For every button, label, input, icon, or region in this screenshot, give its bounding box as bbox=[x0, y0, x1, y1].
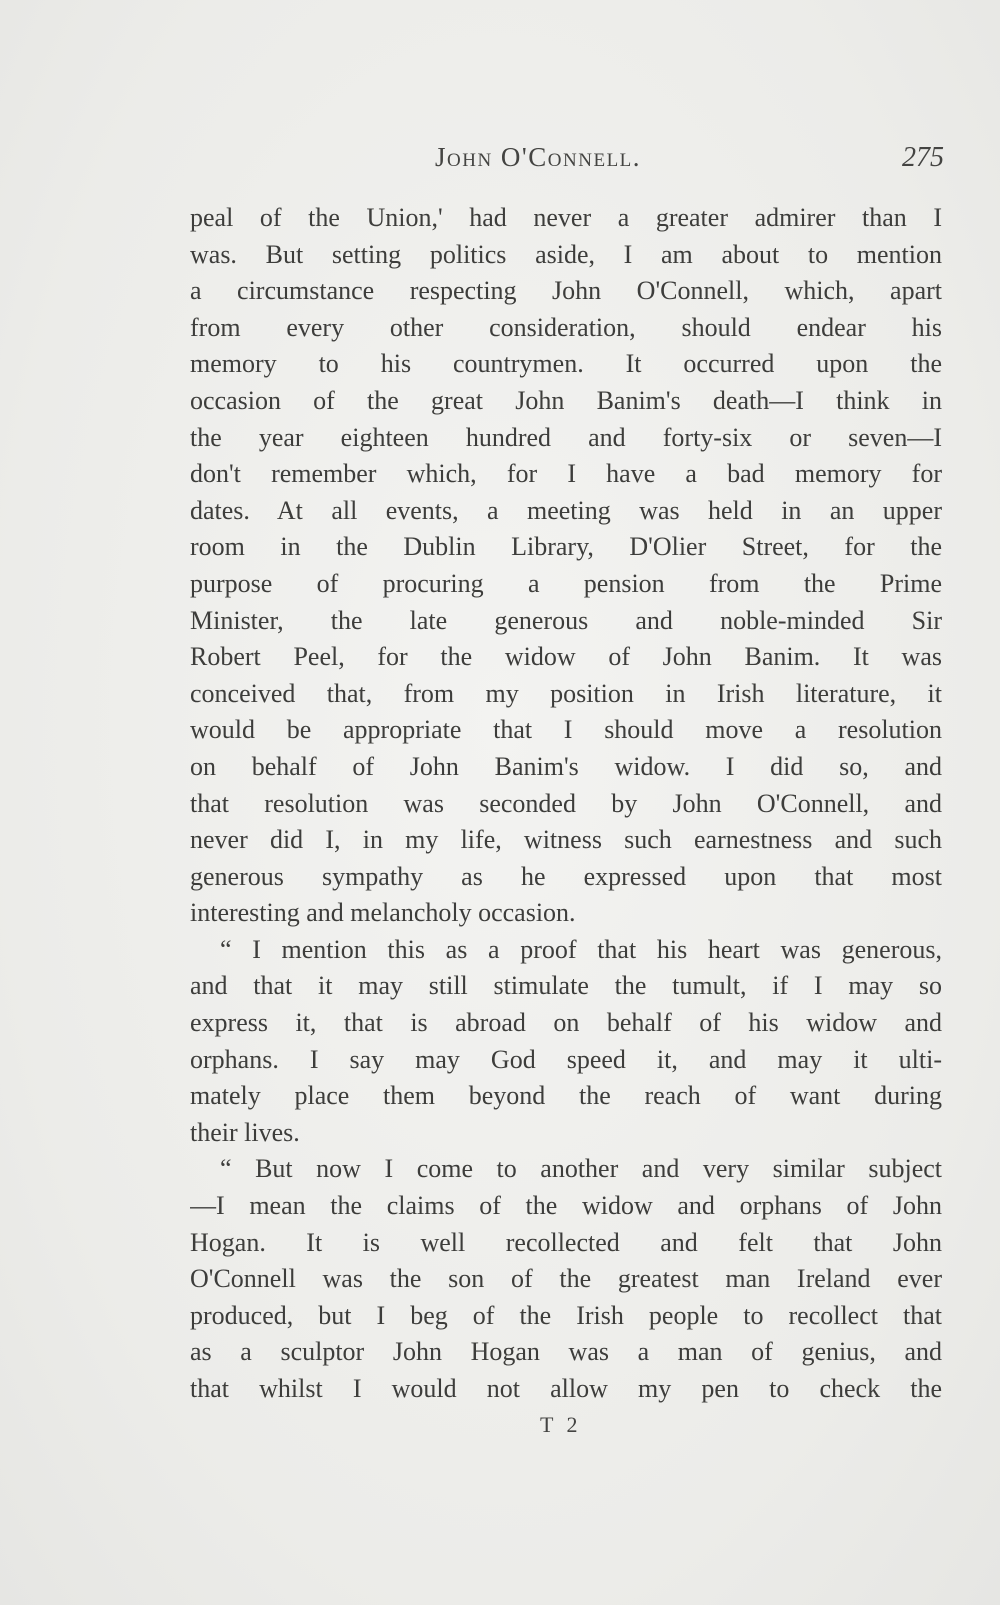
text-line: don't remember which, for I have a bad memory for bbox=[190, 459, 942, 489]
text-line: was. But setting politics aside, I am about to mention bbox=[190, 239, 942, 269]
text-line: that whilst I would not allow my pen to check the bbox=[190, 1374, 942, 1403]
text-line: never did I, in my life, witness such earnestness and such bbox=[190, 825, 942, 855]
text-line: “ I mention this as a proof that his heart was generous, bbox=[220, 934, 942, 964]
text-line: express it, that is abroad on behalf of his widow and bbox=[190, 1008, 942, 1038]
text-line: the year eighteen hundred and forty-six or seven—I bbox=[190, 422, 942, 452]
running-title: John O'Connell. bbox=[435, 142, 642, 172]
text-line: that resolution was seconded by John O'Connell, and bbox=[190, 788, 942, 818]
text-line: peal of the Union,' had never a greater admirer than I bbox=[190, 203, 942, 232]
text-line: from every other consideration, should endear his bbox=[190, 312, 942, 342]
text-line: conceived that, from my position in Irish literature, it bbox=[190, 678, 942, 708]
text-line: Hogan. It is well recollected and felt that John bbox=[190, 1227, 942, 1257]
text-line: a circumstance respecting John O'Connell, which, apart bbox=[190, 276, 942, 306]
signature-mark: T 2 bbox=[540, 1412, 582, 1437]
text-line: Robert Peel, for the widow of John Banim. It was bbox=[190, 642, 942, 672]
text-line: O'Connell was the son of the greatest man Ireland ever bbox=[190, 1264, 942, 1294]
page-number: 275 bbox=[902, 142, 944, 173]
text-line: their lives. bbox=[190, 1117, 300, 1147]
text-line: generous sympathy as he expressed upon that most bbox=[190, 861, 942, 891]
text-line: dates. At all events, a meeting was held in an upper bbox=[190, 495, 942, 525]
text-line: on behalf of John Banim's widow. I did so, and bbox=[190, 751, 942, 781]
text-line: would be appropriate that I should move a resolution bbox=[190, 715, 942, 745]
text-line: —I mean the claims of the widow and orphans of John bbox=[190, 1191, 942, 1221]
text-line: mately place them beyond the reach of want during bbox=[190, 1081, 942, 1111]
text-line: purpose of procuring a pension from the Prime bbox=[190, 568, 942, 598]
text-line: Minister, the late generous and noble-minded Sir bbox=[190, 605, 942, 635]
text-line: orphans. I say may God speed it, and may it ulti- bbox=[190, 1044, 942, 1074]
running-head bbox=[190, 142, 952, 182]
text-line: and that it may still stimulate the tumult, if I may so bbox=[190, 971, 942, 1001]
text-line: room in the Dublin Library, D'Olier Street, for the bbox=[190, 532, 942, 562]
text-line: produced, but I beg of the Irish people to recollect that bbox=[190, 1300, 942, 1330]
text-line: occasion of the great John Banim's death—I think in bbox=[190, 385, 942, 415]
body-text bbox=[190, 200, 942, 1408]
text-line: memory to his countrymen. It occurred upon the bbox=[190, 349, 942, 379]
text-line: as a sculptor John Hogan was a man of genius, and bbox=[190, 1337, 942, 1367]
text-line: interesting and melancholy occasion. bbox=[190, 898, 576, 928]
text-line: “ But now I come to another and very similar subject bbox=[220, 1154, 942, 1184]
